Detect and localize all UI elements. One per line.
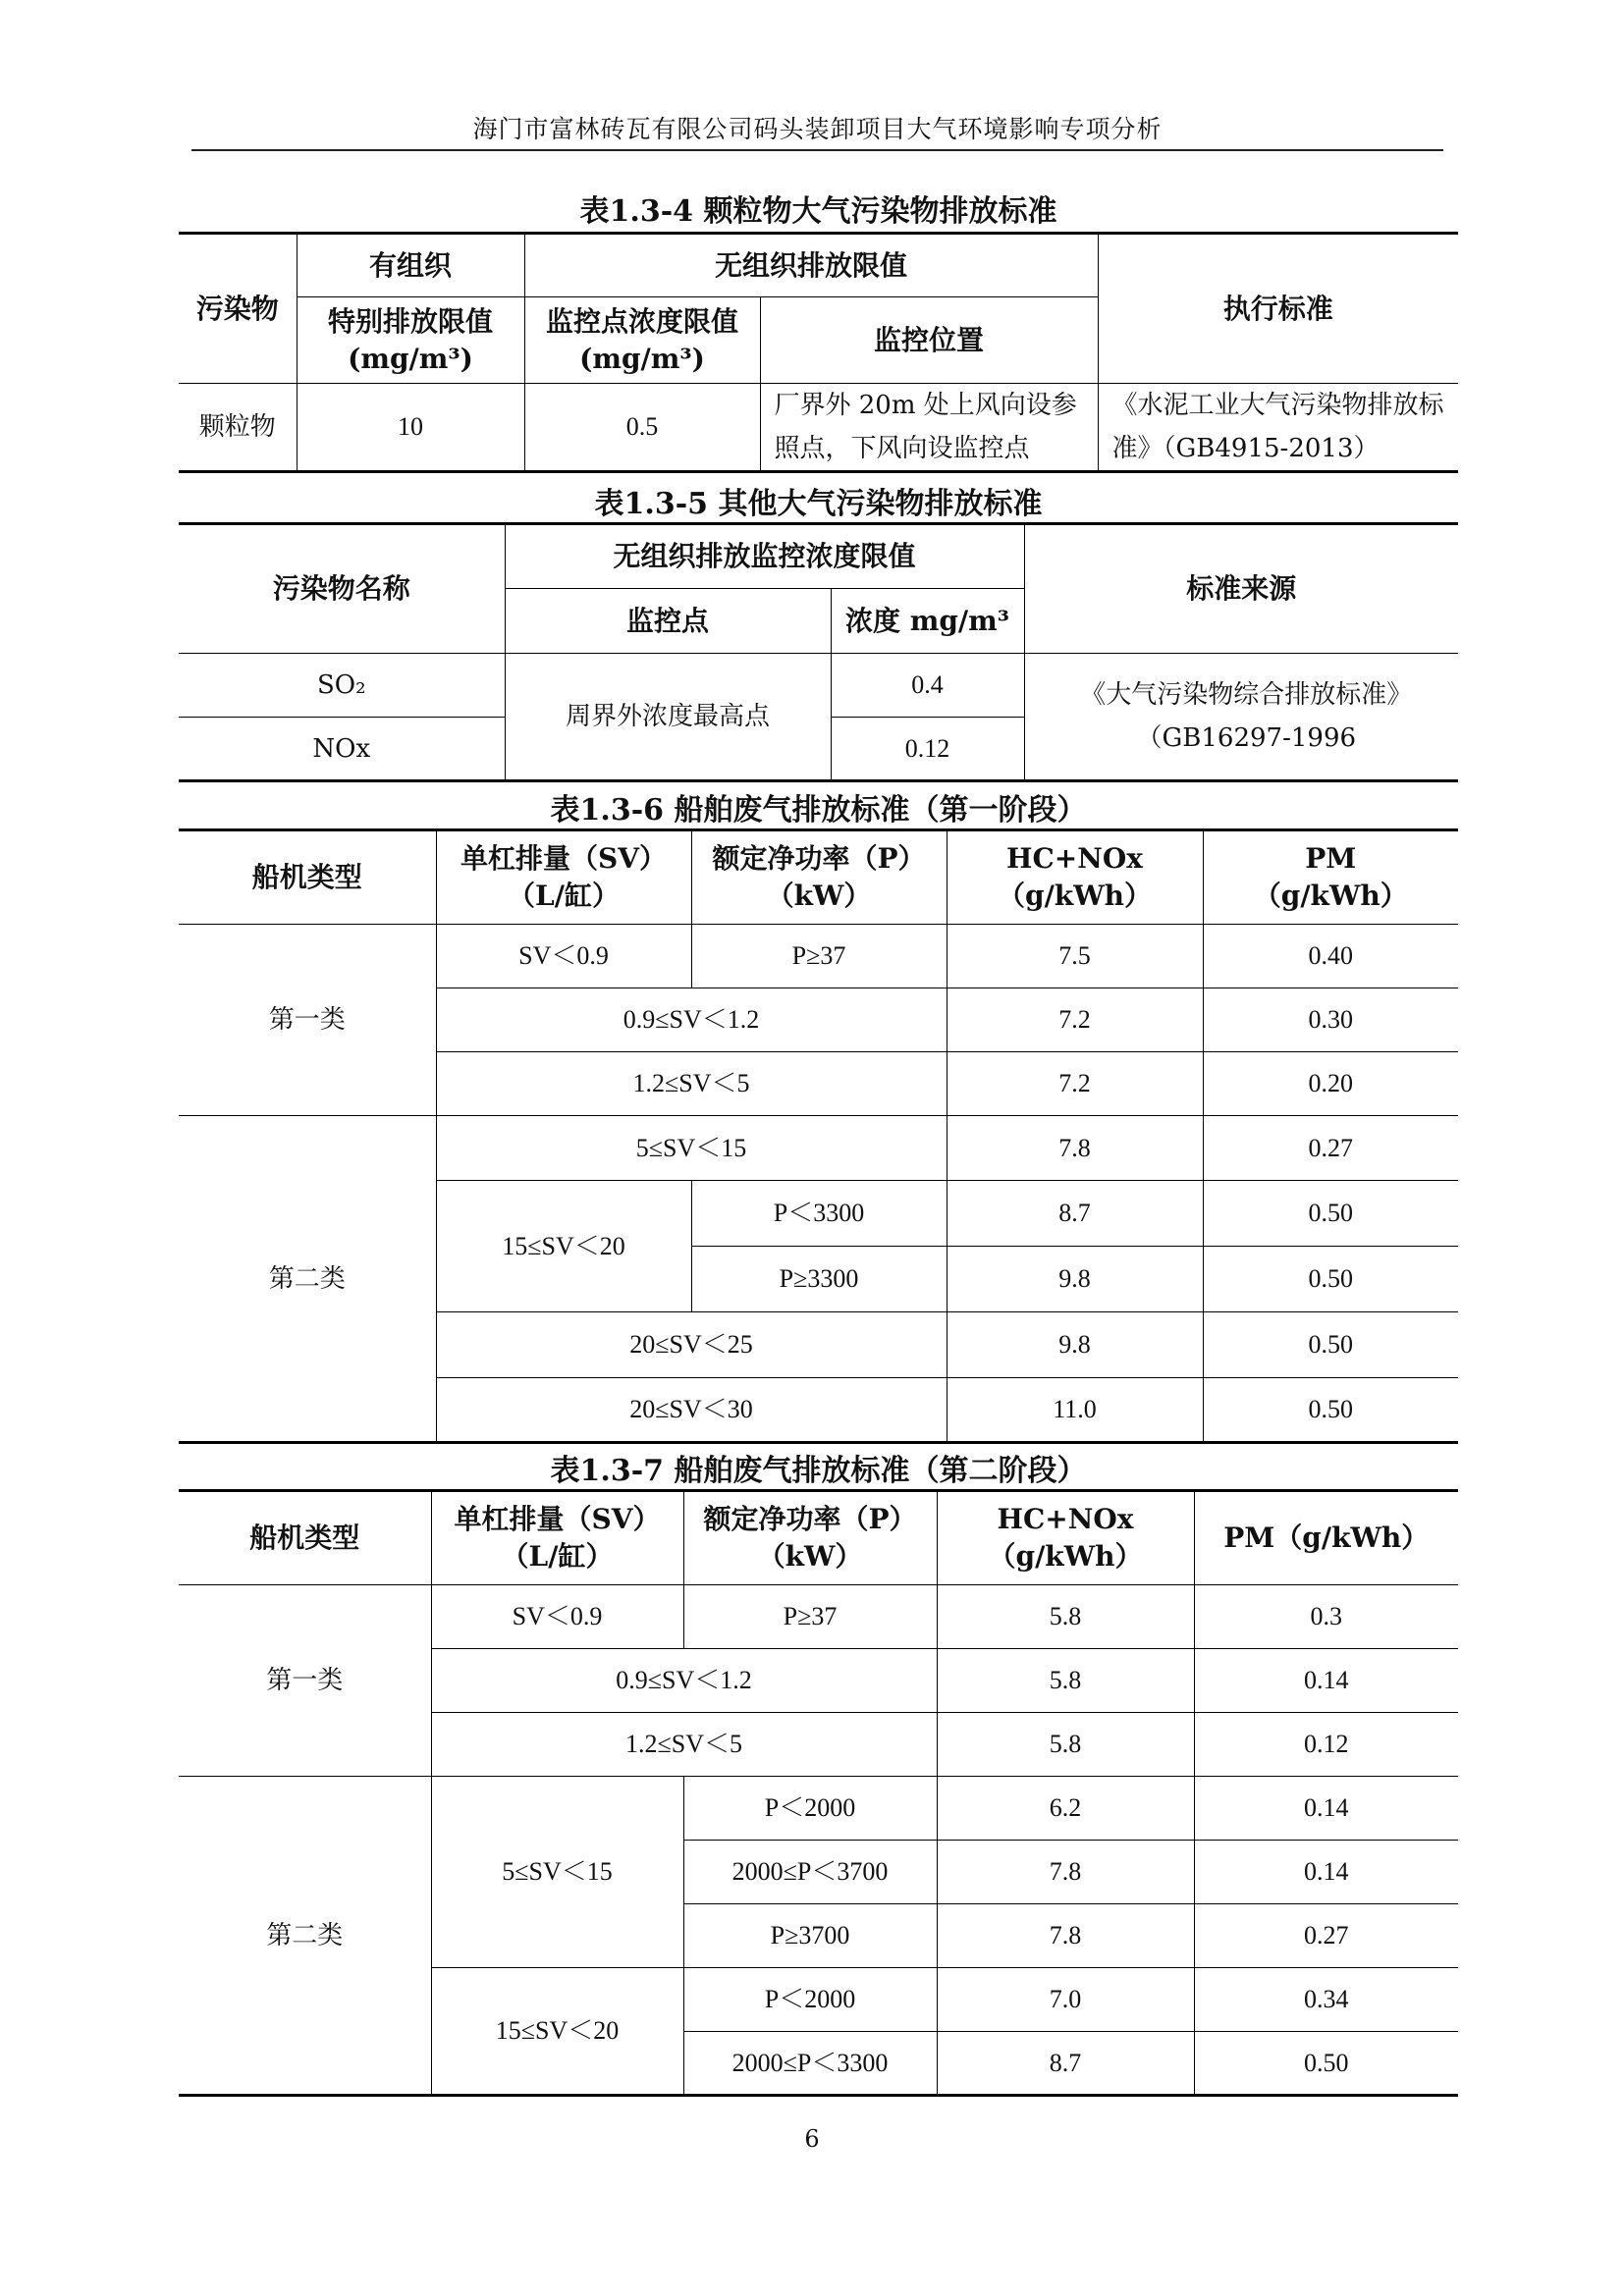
table-caption: 表1.3-6 船舶废气排放标准（第一阶段）	[550, 792, 1087, 828]
cell-p: P≥3300	[691, 1247, 947, 1312]
cell-pm: 0.27	[1203, 1116, 1458, 1181]
cell-sv: 15≤SV＜20	[431, 1968, 683, 2096]
cell-hc-nox: 6.2	[937, 1777, 1194, 1841]
cell-sv: SV＜0.9	[436, 925, 691, 988]
header-displacement: 单杠排量（SV） （L/缸）	[431, 1491, 683, 1585]
cell-hc-nox: 5.8	[937, 1585, 1194, 1649]
cell-sv: 0.9≤SV＜1.2	[431, 1649, 937, 1713]
header-hc-nox: HC+NOx （g/kWh）	[947, 830, 1203, 925]
cell-hc-nox: 8.7	[947, 1181, 1203, 1247]
cell-pm: 0.50	[1194, 2032, 1458, 2096]
table-1-3-7-section	[179, 1445, 1458, 2097]
cell-category-1: 第一类	[179, 925, 436, 1116]
header-engine-type: 船机类型	[179, 1491, 431, 1585]
header-unorganized: 无组织排放限值	[524, 234, 1098, 297]
header-standard: 执行标准	[1098, 234, 1458, 384]
cell-pm: 0.12	[1194, 1713, 1458, 1777]
header-hc-nox: HC+NOx （g/kWh）	[937, 1491, 1194, 1585]
page-header: 海门市富林砖瓦有限公司码头装卸项目大气环境影响专项分析	[191, 110, 1443, 151]
cell-source: 《大气污染物综合排放标准》（GB16297-1996	[1024, 654, 1458, 781]
header-special-limit: 特别排放限值 (mg/m³)	[297, 297, 524, 384]
cell-location: 厂界外 20m 处上风向设参照点，下风向设监控点	[760, 384, 1098, 472]
cell-hc-nox: 7.8	[937, 1904, 1194, 1968]
cell-sv: SV＜0.9	[431, 1585, 683, 1649]
header-monitor-location: 监控位置	[760, 297, 1098, 384]
cell-pm: 0.50	[1203, 1312, 1458, 1378]
cell-p: 2000≤P＜3700	[683, 1841, 937, 1904]
cell-pm: 0.14	[1194, 1777, 1458, 1841]
cell-standard: 《水泥工业大气污染物排放标准》（GB4915-2013）	[1098, 384, 1458, 472]
cell-pm: 0.34	[1194, 1968, 1458, 2032]
cell-conc-limit: 0.5	[524, 384, 760, 472]
cell-hc-nox: 7.2	[947, 988, 1203, 1052]
cell-monitor-point: 周界外浓度最高点	[505, 654, 831, 781]
cell-category-2: 第二类	[179, 1116, 436, 1443]
cell-pm: 0.30	[1203, 988, 1458, 1052]
cell-category-1: 第一类	[179, 1585, 431, 1777]
cell-p: P＜3300	[691, 1181, 947, 1247]
table-caption: 表1.3-4 颗粒物大气污染物排放标准	[579, 194, 1057, 229]
cell-pm: 0.14	[1194, 1649, 1458, 1713]
cell-pm: 0.20	[1203, 1052, 1458, 1116]
header-monitor-point: 监控点	[505, 589, 831, 654]
header-power: 额定净功率（P） （kW）	[691, 830, 947, 925]
ship-emission-stage2-table	[179, 1489, 1458, 2097]
cell-pm: 0.3	[1194, 1585, 1458, 1649]
header-engine-type: 船机类型	[179, 830, 436, 925]
cell-pm: 0.27	[1194, 1904, 1458, 1968]
cell-pm: 0.50	[1203, 1378, 1458, 1443]
cell-pm: 0.14	[1194, 1841, 1458, 1904]
header-organized: 有组织	[297, 234, 524, 297]
cell-hc-nox: 7.8	[947, 1116, 1203, 1181]
cell-hc-nox: 7.2	[947, 1052, 1203, 1116]
cell-hc-nox: 8.7	[937, 2032, 1194, 2096]
cell-hc-nox: 9.8	[947, 1247, 1203, 1312]
cell-pm: 0.50	[1203, 1181, 1458, 1247]
other-pollutant-table	[179, 522, 1458, 782]
cell-p: P≥3700	[683, 1904, 937, 1968]
cell-p: P≥37	[683, 1585, 937, 1649]
cell-pm: 0.40	[1203, 925, 1458, 988]
header-source: 标准来源	[1024, 524, 1458, 654]
cell-category-2: 第二类	[179, 1777, 431, 2096]
table-caption: 表1.3-5 其他大气污染物排放标准	[594, 486, 1043, 521]
header-limit: 无组织排放监控浓度限值	[505, 524, 1024, 589]
cell-sv: 1.2≤SV＜5	[431, 1713, 937, 1777]
cell-special-limit: 10	[297, 384, 524, 472]
cell-hc-nox: 7.5	[947, 925, 1203, 988]
page-number: 6	[804, 2125, 820, 2153]
cell-p: P＜2000	[683, 1968, 937, 2032]
header-pollutant-name: 污染物名称	[179, 524, 505, 654]
cell-so2-conc: 0.4	[831, 654, 1024, 718]
cell-hc-nox: 9.8	[947, 1312, 1203, 1378]
cell-p: P≥37	[691, 925, 947, 988]
cell-sv: 1.2≤SV＜5	[436, 1052, 947, 1116]
cell-sv: 15≤SV＜20	[436, 1181, 691, 1312]
header-monitor-conc: 监控点浓度限值 (mg/m³)	[524, 297, 760, 384]
cell-pollutant: 颗粒物	[179, 384, 297, 472]
table-1-3-6-section	[179, 784, 1458, 1444]
cell-sv: 20≤SV＜25	[436, 1312, 947, 1378]
header-pollutant: 污染物	[179, 234, 297, 384]
cell-p: 2000≤P＜3300	[683, 2032, 937, 2096]
cell-sv: 5≤SV＜15	[431, 1777, 683, 1968]
table-1-3-5-section	[179, 478, 1458, 782]
cell-nox-conc: 0.12	[831, 718, 1024, 781]
header-power: 额定净功率（P） （kW）	[683, 1491, 937, 1585]
header-displacement: 单杠排量（SV） （L/缸）	[436, 830, 691, 925]
cell-nox: NOx	[179, 718, 505, 781]
header-pm: PM （g/kWh）	[1203, 830, 1458, 925]
table-caption: 表1.3-7 船舶废气排放标准（第二阶段）	[550, 1453, 1087, 1488]
ship-emission-stage1-table	[179, 828, 1458, 1444]
header-concentration: 浓度 mg/m³	[831, 589, 1024, 654]
cell-p: P＜2000	[683, 1777, 937, 1841]
cell-sv: 20≤SV＜30	[436, 1378, 947, 1443]
particulate-standard-table	[179, 232, 1458, 473]
cell-so2: SO₂	[179, 654, 505, 718]
cell-hc-nox: 7.0	[937, 1968, 1194, 2032]
cell-sv: 0.9≤SV＜1.2	[436, 988, 947, 1052]
table-1-3-4-section	[179, 185, 1458, 473]
cell-pm: 0.50	[1203, 1247, 1458, 1312]
cell-sv: 5≤SV＜15	[436, 1116, 947, 1181]
cell-hc-nox: 5.8	[937, 1713, 1194, 1777]
cell-hc-nox: 5.8	[937, 1649, 1194, 1713]
header-pm: PM（g/kWh）	[1194, 1491, 1458, 1585]
cell-hc-nox: 11.0	[947, 1378, 1203, 1443]
cell-hc-nox: 7.8	[937, 1841, 1194, 1904]
